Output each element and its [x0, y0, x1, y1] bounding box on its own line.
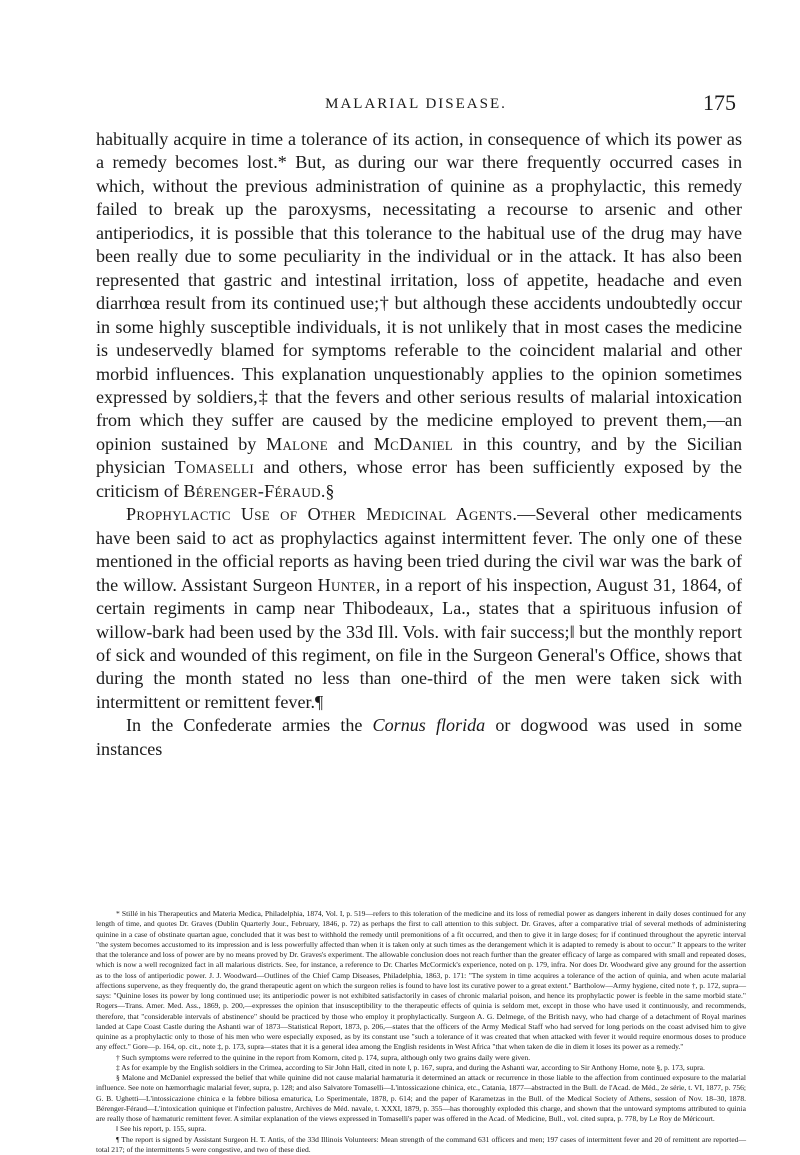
footnote-star: * Stillé in his Therapeutics and Materia Medica, Philadelphia, 1874, Vol. I, p. 519—refers to this toleration of the medicine and its loss of remedial power as dangers inherent in daily doses continued for any length of time, and quotes Dr. Graves (Dublin Quarterly Jour., February, 1846, p. 72) as perhaps the first to call attention to this subject. Dr. Graves, after a comparative trial of several methods of administering quinine in a case of obstinate quartan ague, concluded that it was best to withhold the remedy until premonitions of a fit occurred, and then to give it in large doses; for if continued throughout the apyretic interval "the system becomes accustomed to its impression and is less powerfully affected than when it is taken only at such times as the derangement which it is adapted to remedy is about to occur." It appears to the writer that the tolerance and loss of power are by no means proved by Dr. Graves's experiment. The allowable conclusion does not reach further than the greater efficacy of large as compared with small and repeated doses, which is now a well recognized fact in all malarious districts. See, for instance, a reference to Dr. Charles McCormick's experience, noted on p. 179, infra. Nor does Dr. Woodward give any ground for the assertion as to the loss of antiperiodic power. J. J. Woodward—Outlines of the Chief Camp Diseases, Philadelphia, 1863, p. 171: "The system in time acquires a tolerance of the action of quinia, and when acute malarial affections supervene, as they frequently do, the grand therapeutic agent on which the surgeon relies is found to have lost its curative power to a great extent." Bartholow—Army hygiene, cited note †, p. 172, supra—says: "Quinine loses its power by long continued use; its antiperiodic power is not exhibited satisfactorily in cases of chronic malarial poison, and hence its prophylactic power is feeble in the same morbid state." Rogers—Trans. Amer. Med. Ass., 1869, p. 200,—expresses the opinion that insusceptibility to the therapeutic effects of quinia is seldom met, except in those who have used it continuously, and recommends, therefore, that "considerable intervals of abstinence" should be practiced by those who employ it prophylactically. Surgeon A. G. Delmege, of the British navy, who had charge of a detachment of Royal marines landed at Cape Coast Castle during the Ashanti war of 1873—Statistical Report, 1873, p. 206,—states that the officers of the Army Medical Staff who had served for long periods on the coast advised him to give quinine as a prophylactic only to those of his men who were especially exposed, as by its constant use "such a tolerance of it was created that when attacked with fever it would require enormous doses to produce any effect." Gore—p. 164, op. cit., note ‡, p. 173, supra—states that it is a general idea among the English residents in West Africa "that when taken de die in diem it loses its power as a remedy."	[96, 909, 746, 1053]
author-mcdaniel: McDaniel	[374, 434, 453, 454]
body-text	[96, 128, 742, 761]
footnotes	[96, 909, 746, 1155]
author-hunter: Hunter	[318, 575, 376, 595]
paragraph-tolerance: habitually acquire in time a tolerance of its action, in consequence of which its power as a remedy becomes lost.* But, as during our war there frequently occurred cases in which, without the previous administration of quinine as a prophylactic, this remedy failed to break up the paroxysms, necessitating a recourse to arsenic and other antiperiodics, it is possible that this tolerance to the habitual use of the drug may have been really due to some peculiarity in the individual or in the attack. It has also been represented that gastric and intestinal irritation, loss of appetite, headache and even diarrhœa result from its continued use;† but although these accidents undoubtedly occur in some highly susceptible individuals, it is not unlikely that in most cases the medicine is undeservedly blamed for symptoms referable to the coincident malarial and other morbid influences. This explanation unquestionably applies to the opinion sometimes expressed by soldiers,‡ that the fevers and other serious results of malarial intoxication from which they suffer are caused by the medicine employed to prevent them,—an opinion sustained by Malone and McDaniel in this country, and by the Sicilian physician Tomaselli and others, whose error has been sufficiently exposed by the criticism of Bérenger-Féraud.§	[96, 128, 742, 503]
footnote-parallel: ‖ See his report, p. 155, supra.	[96, 1124, 746, 1134]
footnote-pilcrow: ¶ The report is signed by Assistant Surgeon H. T. Antis, of the 33d Illinois Volunteers: Mean strength of the command 631 officers and men; 197 cases of intermittent fever and 20 of remittent are reported—total 217; of the intermittents 5 were congestive, and two of these died.	[96, 1135, 746, 1155]
page-number: 175	[703, 90, 736, 116]
footnote-dagger: † Such symptoms were referred to the quinine in the report from Komorn, cited p. 174, supra, although only two grains daily were given.	[96, 1053, 746, 1063]
page-header	[96, 92, 736, 122]
section-heading: Prophylactic Use of Other Medicinal Agents.	[126, 504, 517, 524]
footnote-section: § Malone and McDaniel expressed the belief that while quinine did not cause malarial hæmaturia it determined an attack or recurrence in those liable to the affection from continued exposure to the malarial influence. See note on hæmorrhagic malarial fever, supra, p. 128; and also Salvatore Tomaselli—L'intossicazione chinica, etc., Catania, 1877—abstracted in the Bull. de l'Acad. de Méd., 2e série, t. VI, 1877, p. 756; G. B. Ughetti—L'intossicazione chinica e la febbre biliosa ematurica, Lo Sperimentale, 1878, p. 614; and the paper of Karametzas in the Bull. of the Medical Society of Athens, session of Nov. 18–30, 1878. Bérenger-Féraud—L'intoxication quinique et l'infection palustre, Archives de Méd. navale, t. XXXI, 1879, p. 355—has thoroughly exploded this charge, and shown that the untoward symptoms attributed to quinia are really those of hæmaturic remittent fever. A similar explanation of the views expressed in Tomaselli's paper was offered in the Acad. of Medicine, Bull., vol. cited supra, p. 778, by Le Roy de Méricourt.	[96, 1073, 746, 1124]
author-berenger-feraud: Bérenger-Féraud	[183, 481, 320, 501]
footnote-double-dagger: ‡ As for example by the English soldiers in the Crimea, according to Sir John Hall, cited in note ‖, p. 167, supra, and during the Ashanti war, according to Sir Anthony Home, note §, p. 173, supra.	[96, 1063, 746, 1073]
author-malone: Malone	[266, 434, 328, 454]
paragraph-other-agents: Prophylactic Use of Other Medicinal Agents.—Several other medicaments have been said to act as prophylactics against intermittent fever. The only one of these mentioned in the official reports as having been tried during the civil war was the bark of the willow. Assistant Surgeon Hunter, in a report of his inspection, August 31, 1864, of certain regiments in camp near Thibodeaux, La., states that a spirituous infusion of willow-bark had been used by the 33d Ill. Vols. with fair success;‖ but the monthly report of sick and wounded of this regiment, on file in the Surgeon General's Office, shows that during the month stated no less than one-third of the men were taken sick with intermittent or remittent fever.¶	[96, 503, 742, 714]
running-head: MALARIAL DISEASE.	[96, 96, 736, 113]
species-name: Cornus florida	[373, 715, 486, 735]
author-tomaselli: Tomaselli	[175, 457, 254, 477]
paragraph-confederate: In the Confederate armies the Cornus florida or dogwood was used in some instances	[96, 714, 742, 761]
